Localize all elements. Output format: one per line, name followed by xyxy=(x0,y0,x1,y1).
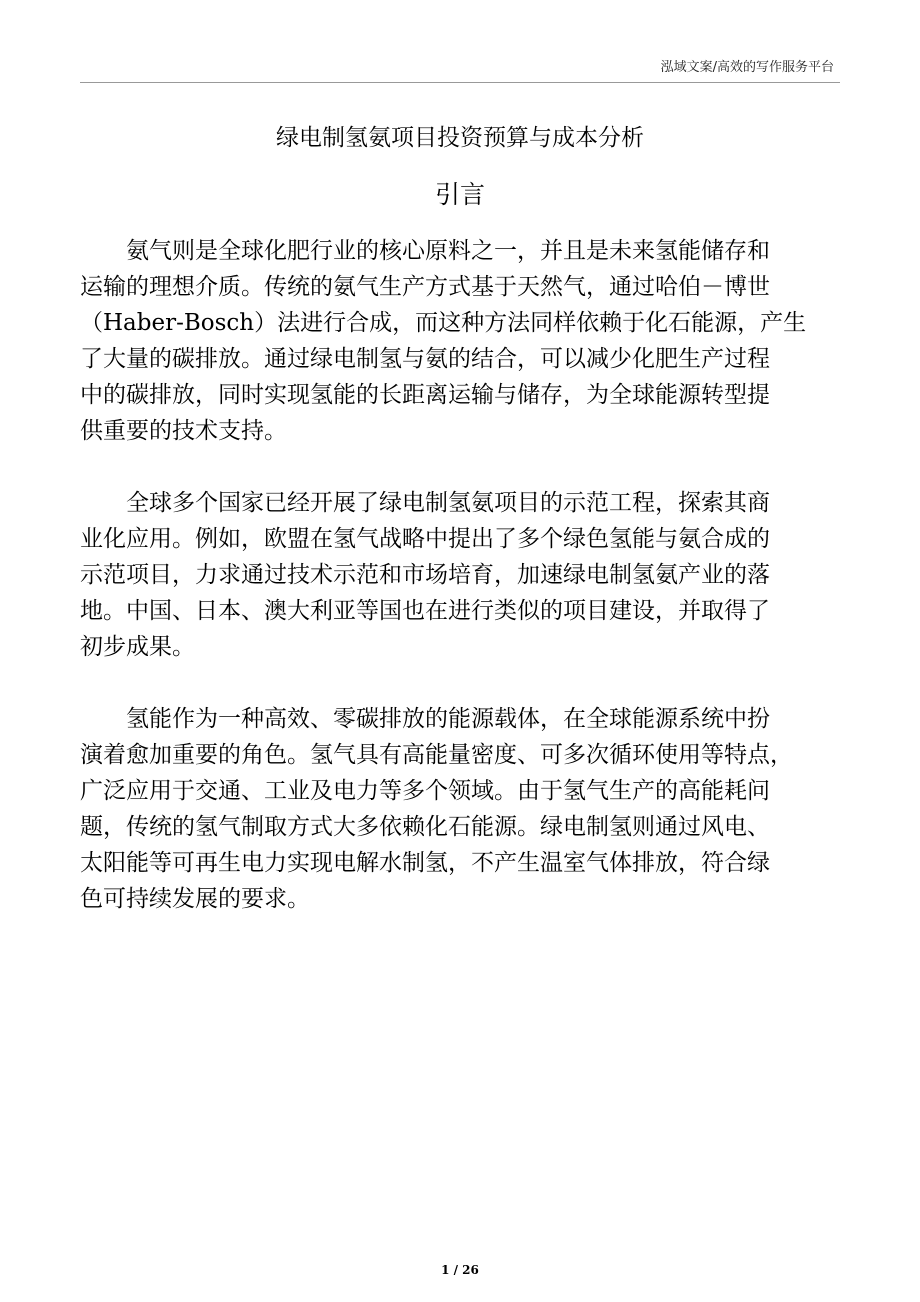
page-number: 1 / 26 xyxy=(441,1263,479,1277)
text-line: 业化应用。例如，欧盟在氢气战略中提出了多个绿色氢能与氨合成的 xyxy=(80,526,770,552)
text-line: 了大量的碳排放。通过绿电制氢与氨的结合，可以减少化肥生产过程 xyxy=(80,346,770,372)
text-line: 题，传统的氢气制取方式大多依赖化石能源。绿电制氢则通过风电、 xyxy=(80,814,770,840)
text-line: 地。中国、日本、澳大利亚等国也在进行类似的项目建设，并取得了 xyxy=(80,598,770,624)
body-text xyxy=(80,233,840,953)
document-title: 绿电制氢氨项目投资预算与成本分析 xyxy=(276,125,644,151)
text-line: 演着愈加重要的角色。氢气具有高能量密度、可多次循环使用等特点， xyxy=(80,742,793,768)
paragraph xyxy=(80,233,840,449)
text-line: 太阳能等可再生电力实现电解水制氢，不产生温室气体排放，符合绿 xyxy=(80,850,770,876)
paragraph xyxy=(80,701,840,917)
section-heading: 引言 xyxy=(434,180,485,209)
text-line: 氨气则是全球化肥行业的核心原料之一，并且是未来氢能储存和 xyxy=(126,238,770,264)
text-line: 初步成果。 xyxy=(80,634,195,660)
page-header xyxy=(0,0,920,88)
text-line: 广泛应用于交通、工业及电力等多个领域。由于氢气生产的高能耗问 xyxy=(80,778,770,804)
paragraph xyxy=(80,485,840,665)
text-line: 氢能作为一种高效、零碳排放的能源载体，在全球能源系统中扮 xyxy=(126,706,770,732)
text-line: 运输的理想介质。传统的氨气生产方式基于天然气，通过哈伯－博世 xyxy=(80,274,770,300)
header-divider xyxy=(80,82,840,83)
text-line: 全球多个国家已经开展了绿电制氢氨项目的示范工程，探索其商 xyxy=(126,490,770,516)
text-line: 供重要的技术支持。 xyxy=(80,418,287,444)
text-line: 示范项目，力求通过技术示范和市场培育，加速绿电制氢氨产业的落 xyxy=(80,562,770,588)
text-line: （Haber-Bosch）法进行合成，而这种方法同样依赖于化石能源，产生 xyxy=(80,310,807,336)
header-text: 泓域文案/高效的写作服务平台 xyxy=(660,60,834,75)
text-line: 色可持续发展的要求。 xyxy=(80,886,310,912)
text-line: 中的碳排放，同时实现氢能的长距离运输与储存，为全球能源转型提 xyxy=(80,382,770,408)
